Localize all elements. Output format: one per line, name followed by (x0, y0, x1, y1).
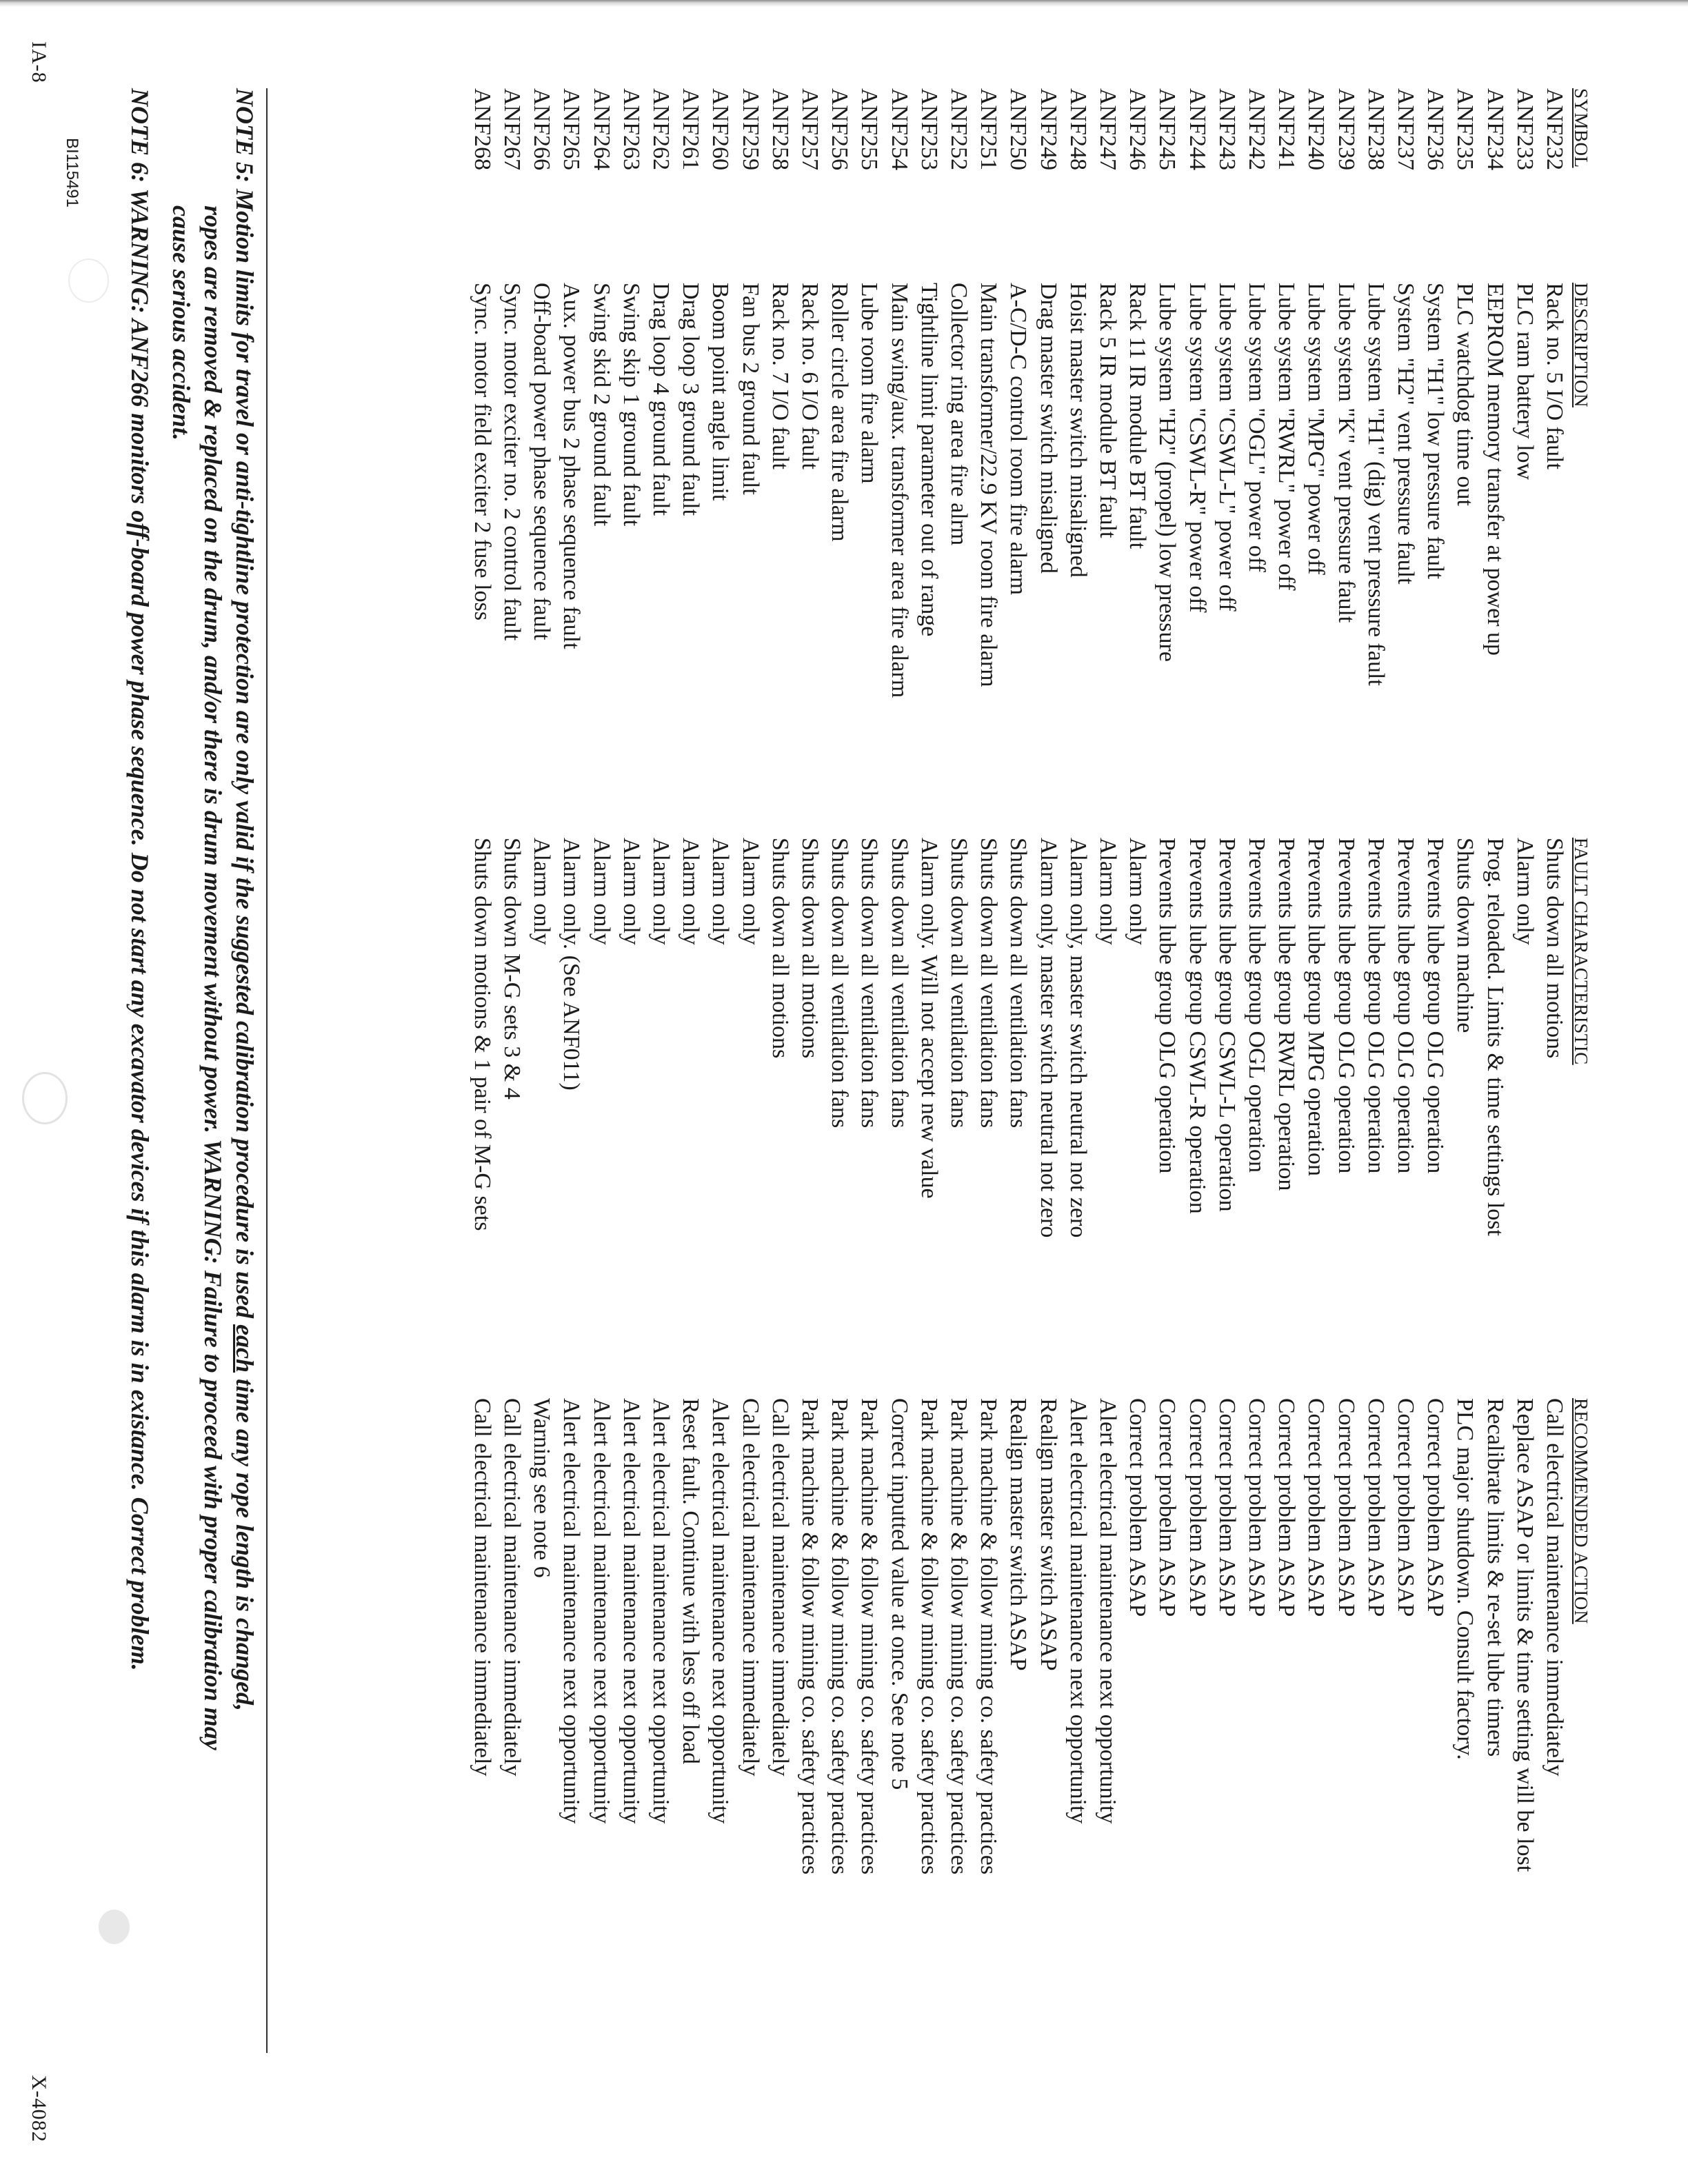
fault-description: Sync. motor exciter no. 2 control fault (499, 283, 525, 641)
fault-symbol: ANF267 (499, 88, 525, 171)
fault-description: Swing skid 2 ground fault (588, 283, 614, 527)
recommended-action: Correct problem ASAP (1423, 1398, 1449, 1617)
form-code: X-4082 (28, 2075, 50, 2143)
fault-symbol: ANF240 (1303, 88, 1329, 171)
fault-symbol: ANF236 (1423, 88, 1449, 171)
fault-characteristic: Alarm only (618, 838, 644, 945)
recommended-action: Correct problem ASAP (1393, 1398, 1418, 1617)
fault-description: Drag master switch misaligned (1035, 283, 1061, 574)
recommended-action: Reset fault. Continue with less off load (678, 1398, 704, 1765)
fault-characteristic: Prevents lube group OLG operation (1363, 838, 1389, 1174)
fault-symbol: ANF234 (1482, 88, 1508, 171)
fault-symbol: ANF238 (1363, 88, 1389, 171)
recommended-action: Correct inputted value at once. See note 5 (886, 1398, 912, 1790)
fault-description: Lube system "RWRL" power off (1274, 283, 1300, 591)
fault-characteristic: Shuts down all ventilation fans (886, 838, 912, 1129)
fault-symbol: ANF241 (1274, 88, 1300, 171)
note-5 (165, 88, 261, 2067)
fault-symbol: ANF253 (916, 88, 942, 171)
note-5-emphasis: each (231, 1324, 259, 1373)
fault-symbol: ANF232 (1542, 88, 1567, 171)
note-5-text: NOTE 5: Motion limits for travel or anti-tightline protection are only valid if the suggested calibration procedure is used (231, 88, 259, 1325)
fault-characteristic: Alarm only (1095, 838, 1121, 945)
fault-description: Main swing/aux. transformer area fire alarm (886, 283, 912, 698)
fault-symbol: ANF235 (1452, 88, 1478, 171)
fault-characteristic: Alarm only (529, 838, 555, 945)
recommended-action: Correct problem ASAP (1125, 1398, 1151, 1617)
fault-characteristic: Shuts down all ventilation fans (827, 838, 853, 1129)
recommended-action: Call electrical maintenance immediately (737, 1398, 763, 1777)
fault-characteristic: Shuts down all ventilation fans (946, 838, 972, 1129)
fault-description: A-C/D-C control room fire alarm (1005, 283, 1032, 596)
fault-description: Off-board power phase sequence fault (529, 283, 555, 640)
recommended-action: Realign master switch ASAP (1005, 1398, 1032, 1671)
fault-characteristic: Alarm only, master switch neutral not zero (1035, 838, 1061, 1238)
fault-characteristic: Shuts down M-G sets 3 & 4 (499, 838, 525, 1100)
fault-description: Fan bus 2 ground fault (737, 283, 763, 495)
fault-description: Sync. motor field exciter 2 fuse loss (469, 283, 495, 621)
fault-description: Rack no. 5 I/O fault (1542, 283, 1567, 469)
fault-characteristic: Alarm only. Will not accept new value (916, 838, 942, 1199)
fault-characteristic: Shuts down all ventilation fans (1005, 838, 1032, 1129)
fault-characteristic: Alarm only (678, 838, 704, 945)
fault-characteristic: Prevents lube group CSWL-L operation (1214, 838, 1240, 1212)
scan-smudge (99, 1910, 130, 1944)
fault-symbol: ANF257 (797, 88, 823, 171)
fault-characteristic: Prevents lube group OGL operation (1244, 838, 1269, 1173)
recommended-action: Call electrical maintenance immediately (1542, 1398, 1567, 1777)
fault-characteristic: Alarm only (1511, 838, 1538, 945)
recommended-action: Correct problem ASAP (1333, 1398, 1359, 1617)
fault-description: PLC ram battery low (1511, 283, 1538, 481)
fault-description: Lube room fire alarm (856, 283, 883, 484)
fault-description: Rack 5 IR module BT fault (1095, 283, 1121, 538)
fault-characteristic: Alarm only (737, 838, 763, 945)
fault-symbol: ANF262 (648, 88, 674, 171)
recommended-action: Alert electrical maintenance next opportunity (559, 1398, 585, 1824)
fault-symbol: ANF261 (678, 88, 704, 171)
fault-description: Rack no. 6 I/O fault (797, 283, 823, 469)
fault-symbol: ANF237 (1393, 88, 1418, 171)
fault-symbol: ANF248 (1065, 88, 1091, 171)
fault-symbol: ANF265 (559, 88, 585, 171)
recommended-action: Correct problem ASAP (1214, 1398, 1240, 1617)
fault-characteristic: Alarm only, master switch neutral not zero (1065, 838, 1091, 1238)
fault-characteristic: Shuts down motions & 1 pair of M-G sets (469, 838, 495, 1231)
fault-description: Roller circle area fire alarm (827, 283, 853, 542)
fault-characteristic: Alarm only (648, 838, 674, 945)
fault-symbol: ANF268 (469, 88, 495, 171)
note-5-line-3: cause serious accident. (168, 205, 195, 441)
header-fault-characteristic: FAULT CHARACTERISTIC (1571, 838, 1591, 1065)
fault-symbol: ANF266 (529, 88, 555, 171)
recommended-action: Recalibrate limits & re-set lube timers (1482, 1398, 1508, 1757)
fault-description: Collector ring area fire alrm (946, 283, 972, 546)
recommended-action: Correct problem ASAP (1303, 1398, 1329, 1617)
fault-symbol: ANF263 (618, 88, 644, 171)
header-symbol: SYMBOL (1571, 88, 1591, 168)
fault-characteristic: Prevents lube group OLG operation (1423, 838, 1449, 1174)
fault-characteristic: Alarm only (588, 838, 614, 945)
fault-description: Lube system "OGL" power off (1244, 283, 1269, 572)
fault-symbol: ANF244 (1184, 88, 1210, 171)
scan-smudge (22, 1072, 68, 1124)
recommended-action: Call electrical maintenance immediately (469, 1398, 495, 1777)
recommended-action: Park machine & follow mining co. safety practices (916, 1398, 942, 1875)
notes-divider (266, 88, 268, 2053)
fault-characteristic: Prevents lube group OLG operation (1154, 838, 1180, 1174)
fault-description: Drag loop 4 ground fault (648, 283, 674, 516)
fault-description: Boom point angle limit (707, 283, 734, 501)
fault-symbol: ANF243 (1214, 88, 1240, 171)
recommended-action: Alert electrical maintenance next opportunity (1095, 1398, 1121, 1824)
note-5-text-end: time any rope length is changed, (231, 1373, 259, 1712)
fault-symbol: ANF239 (1333, 88, 1359, 171)
fault-symbol: ANF247 (1095, 88, 1121, 171)
recommended-action: Correct probelm ASAP (1154, 1398, 1180, 1617)
fault-description: Hoist master switch misaligned (1065, 283, 1091, 578)
fault-symbol: ANF254 (886, 88, 912, 171)
note-5-line-2: ropes are removed & replaced on the drum, and/or there is drum movement without power. WARNING: Failure to proceed with proper calibration may (199, 205, 227, 1750)
fault-description: Lube system "CSWL-L" power off (1214, 283, 1240, 611)
fault-description: Tightline limit parameter out of range (916, 283, 942, 637)
recommended-action: Park machine & follow mining co. safety practices (946, 1398, 972, 1875)
recommended-action: Correct problem ASAP (1274, 1398, 1300, 1617)
recommended-action: Replace ASAP or limits & time setting will be lost (1511, 1398, 1538, 1872)
recommended-action: Correct problem ASAP (1363, 1398, 1389, 1617)
fault-characteristic: Shuts down all motions (767, 838, 793, 1059)
recommended-action: Correct problem ASAP (1244, 1398, 1269, 1617)
fault-characteristic: Prevents lube group OLG operation (1333, 838, 1359, 1174)
recommended-action: Warning see note 6 (529, 1398, 555, 1578)
fault-characteristic: Alarm only. (See ANF011) (559, 838, 585, 1091)
recommended-action: Alert electrical maintenance next opportunity (618, 1398, 644, 1824)
recommended-action: Call electrical maintenance immediately (499, 1398, 525, 1777)
fault-symbol: ANF251 (976, 88, 1002, 171)
fault-symbol: ANF233 (1511, 88, 1538, 171)
fault-characteristic: Shuts down all ventilation fans (976, 838, 1002, 1129)
fault-symbol: ANF256 (827, 88, 853, 171)
page-number: IA-8 (28, 41, 50, 83)
fault-description: Main transformer/22.9 KV room fire alarm (976, 283, 1002, 687)
fault-symbol: ANF255 (856, 88, 883, 171)
header-description: DESCRIPTION (1571, 283, 1591, 408)
fault-symbol: ANF252 (946, 88, 972, 171)
note-6: NOTE 6: WARNING: ANF266 monitors off-board power phase sequence. Do not start any excavator devices if this alarm is in existance. Correct problem. (126, 88, 154, 1671)
recommended-action: Alert electrical maintenance next opportunity (707, 1398, 734, 1824)
fault-symbol: ANF264 (588, 88, 614, 171)
recommended-action: Correct problem ASAP (1184, 1398, 1210, 1617)
fault-characteristic: Alarm only (1125, 838, 1151, 945)
fault-characteristic: Shuts down all motions (797, 838, 823, 1059)
scan-smudge (68, 259, 109, 303)
fault-symbol: ANF250 (1005, 88, 1032, 171)
fault-characteristic: Prevents lube group MPG operation (1303, 838, 1329, 1177)
fault-characteristic: Shuts down machine (1452, 838, 1478, 1033)
fault-symbol: ANF245 (1154, 88, 1180, 171)
fault-description: Lube system "H2" (propel) low pressure (1154, 283, 1180, 662)
fault-characteristic: Prevents lube group CSWL-R operation (1184, 838, 1210, 1214)
recommended-action: Call electrical maintenance immediately (767, 1398, 793, 1777)
recommended-action: Park machine & follow mining co. safety practices (827, 1398, 853, 1875)
fault-symbol: ANF258 (767, 88, 793, 171)
recommended-action: Park machine & follow mining co. safety practices (797, 1398, 823, 1875)
fault-description: EEPROM memory transfer at power up (1482, 283, 1508, 656)
recommended-action: Park machine & follow mining co. safety practices (856, 1398, 883, 1875)
fault-description: Rack 11 IR module BT fault (1125, 283, 1151, 549)
fault-symbol: ANF246 (1125, 88, 1151, 171)
fault-description: Swing skip 1 ground fault (618, 283, 644, 527)
fault-description: Lube system "K" vent pressure fault (1333, 283, 1359, 623)
recommended-action: Alert electrical maintenance next opportunity (648, 1398, 674, 1824)
fault-characteristic: Shuts down all ventilation fans (856, 838, 883, 1129)
doc-number: BI115491 (63, 138, 81, 208)
recommended-action: Alert electrical maintenance next opportunity (1065, 1398, 1091, 1824)
fault-characteristic: Prevents lube group OLG operation (1393, 838, 1418, 1174)
recommended-action: Park machine & follow mining co. safety practices (976, 1398, 1002, 1875)
fault-description: System "H1" low pressure fault (1423, 283, 1449, 580)
fault-description: Lube system "H1" (dig) vent pressure fault (1363, 283, 1389, 686)
fault-description: Lube system "MPG" power off (1303, 283, 1329, 575)
fault-symbol: ANF249 (1035, 88, 1061, 171)
header-recommended-action: RECOMMENDED ACTION (1571, 1398, 1591, 1624)
recommended-action: Alert electrical maintenance next opportunity (588, 1398, 614, 1824)
fault-description: Lube system "CSWL-R" power off (1184, 283, 1210, 613)
fault-description: Rack no. 7 I/O fault (767, 283, 793, 469)
recommended-action: PLC major shutdown. Consult factory. (1452, 1398, 1478, 1760)
fault-characteristic: Prevents lube group RWRL operation (1274, 838, 1300, 1191)
recommended-action: Realign master switch ASAP (1035, 1398, 1061, 1671)
fault-characteristic: Alarm only (707, 838, 734, 945)
fault-characteristic: Shuts down all motions (1542, 838, 1567, 1059)
fault-symbol: ANF242 (1244, 88, 1269, 171)
notes-section (120, 88, 261, 2067)
fault-symbol: ANF259 (737, 88, 763, 171)
fault-description: Aux. power bus 2 phase sequence fault (559, 283, 585, 649)
fault-description: System "H2" vent pressure fault (1393, 283, 1418, 585)
fault-symbol: ANF260 (707, 88, 734, 171)
fault-description: PLC watchdog time out (1452, 283, 1478, 506)
fault-characteristic: Prog. reloaded. Limits & time settings lost (1482, 838, 1508, 1236)
fault-description: Drag loop 3 ground fault (678, 283, 704, 516)
